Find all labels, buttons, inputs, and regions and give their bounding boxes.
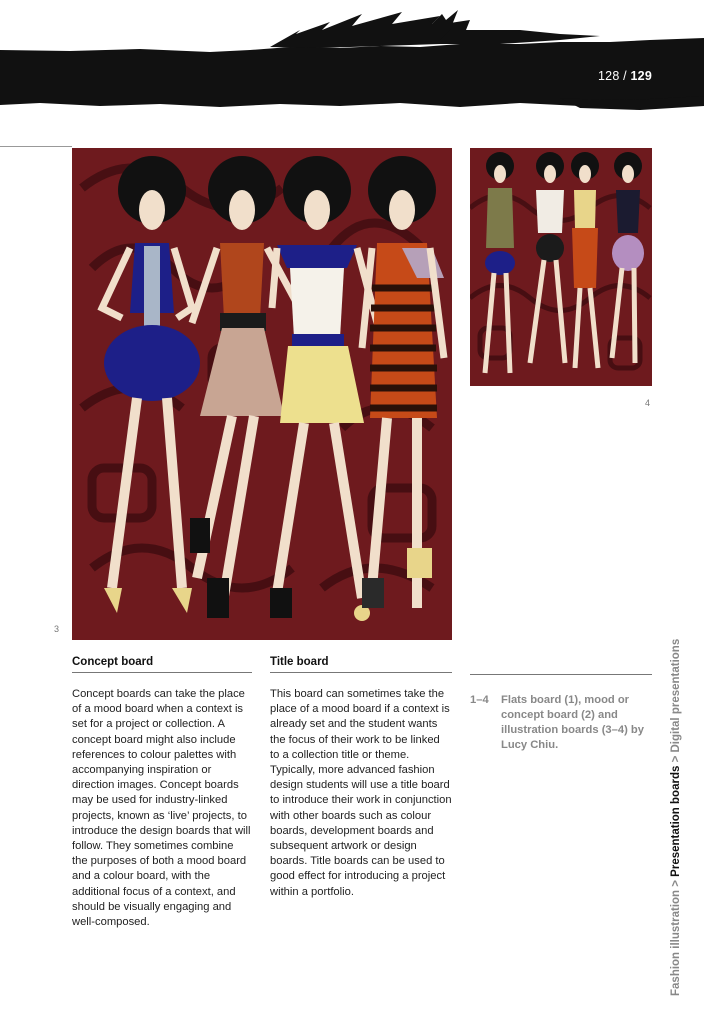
brush-stroke-header: [0, 0, 704, 120]
breadcrumb-part-2: Presentation boards: [670, 765, 682, 877]
concept-board-heading: Concept board: [72, 656, 252, 673]
top-rule: [0, 146, 72, 147]
breadcrumb-part-1: Fashion illustration >: [670, 876, 682, 996]
page-number-separator: /: [619, 69, 631, 83]
title-board-body: This board can sometimes take the place of a mood board if a context is already set and the student wants the focus of their work to be linked to a collection title or theme. Typically, more advanced fashion design students will use a title board to introduce their work in conjunction with other boards such as colour boards, development boards and subsequent artwork or design boards. Title boards can be used to good effect for introducing a project within a portfolio.: [270, 688, 452, 898]
page-numbers: [598, 69, 652, 83]
title-board-heading: Title board: [270, 656, 452, 673]
figure-3-number: 3: [54, 624, 60, 634]
caption-range: 1–4: [470, 694, 489, 706]
illustration-board-figure-4: [470, 148, 652, 386]
caption-rule: [470, 674, 652, 675]
concept-board-body: Concept boards can take the place of a mood board when a context is set for a project or collection. A concept board might also include references to colour palettes with accompanying inspiration or direction images. Concept boards may be used for industry-linked projects, known as ‘live’ projects, to introduce the design boards that will follow. They sometimes combine the purposes of both a mood board and a colour board, with the additional focus of a context, and should be visually engaging and well-composed.: [72, 688, 251, 929]
figure-4-number: 4: [645, 398, 651, 408]
title-board-section: [270, 656, 452, 900]
caption-text: Flats board (1), mood or concept board (2) and illustration boards (3–4) by Lucy Chiu.: [501, 694, 644, 751]
section-breadcrumb: [670, 639, 682, 996]
page-number-right: 129: [630, 69, 652, 83]
page-number-left: 128: [598, 69, 620, 83]
concept-board-section: [72, 656, 252, 930]
breadcrumb-part-3: > Digital presentations: [670, 638, 682, 766]
illustration-board-figure-3: [72, 148, 452, 640]
